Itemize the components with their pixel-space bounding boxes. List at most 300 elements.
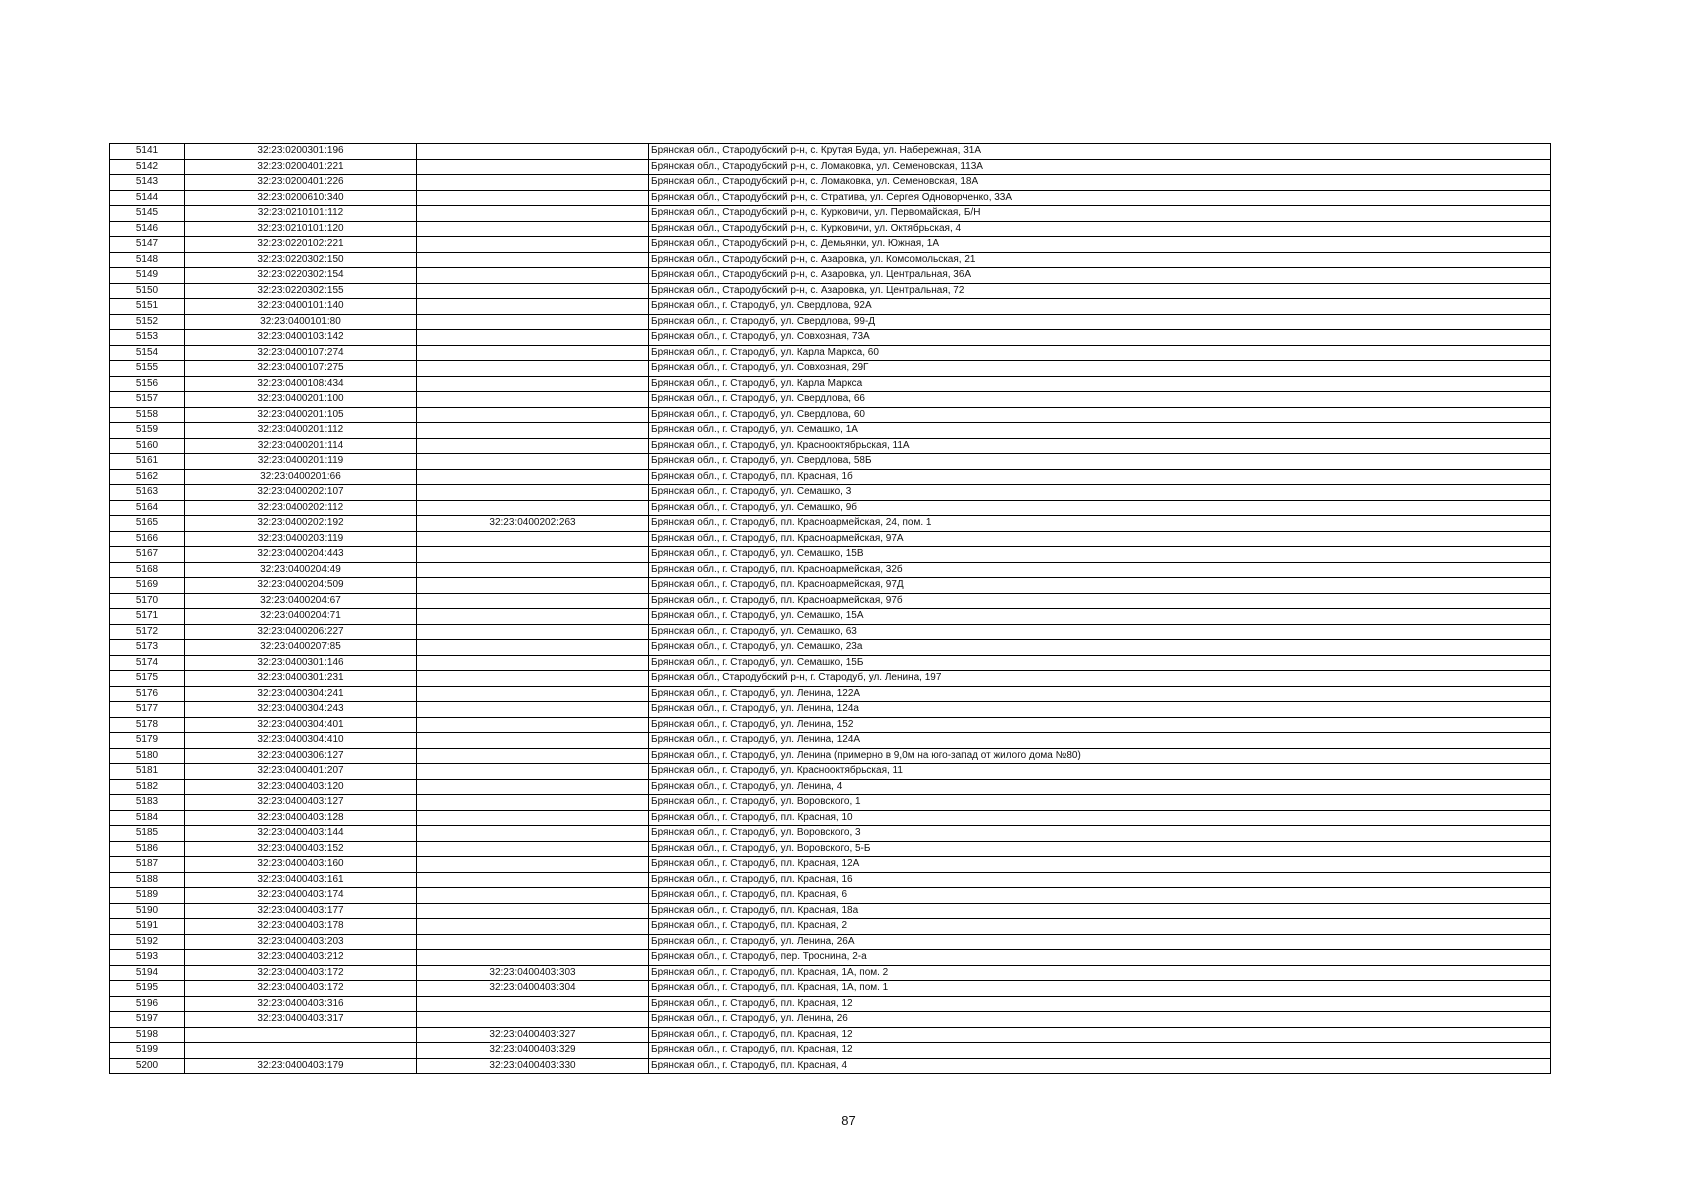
building-number-cell: 32:23:0400403:330 xyxy=(417,1058,649,1074)
row-number-cell: 5184 xyxy=(110,810,185,826)
cadastral-number-cell: 32:23:0400403:174 xyxy=(185,888,417,904)
table-row xyxy=(110,516,1551,532)
building-number-cell xyxy=(417,593,649,609)
building-number-cell xyxy=(417,655,649,671)
building-number-cell xyxy=(417,640,649,656)
table-row xyxy=(110,857,1551,873)
row-number-cell: 5182 xyxy=(110,779,185,795)
table-row xyxy=(110,175,1551,191)
building-number-cell xyxy=(417,764,649,780)
cadastral-number-cell xyxy=(185,1043,417,1059)
row-number-cell: 5195 xyxy=(110,981,185,997)
cadastral-number-cell: 32:23:0200301:196 xyxy=(185,144,417,160)
building-number-cell xyxy=(417,330,649,346)
table-row xyxy=(110,283,1551,299)
address-cell: Брянская обл., Стародубский р-н, с. Ломаковка, ул. Семеновская, 18А xyxy=(649,175,1551,191)
table-row xyxy=(110,1027,1551,1043)
table-row xyxy=(110,562,1551,578)
address-cell: Брянская обл., г. Стародуб, ул. Семашко, 1А xyxy=(649,423,1551,439)
address-cell: Брянская обл., Стародубский р-н, г. Стародуб, ул. Ленина, 197 xyxy=(649,671,1551,687)
table-row xyxy=(110,609,1551,625)
cadastral-number-cell: 32:23:0400204:49 xyxy=(185,562,417,578)
address-cell: Брянская обл., г. Стародуб, пл. Красноармейская, 97б xyxy=(649,593,1551,609)
table-row xyxy=(110,1058,1551,1074)
building-number-cell xyxy=(417,361,649,377)
address-cell: Брянская обл., Стародубский р-н, с. Ломаковка, ул. Семеновская, 113А xyxy=(649,159,1551,175)
building-number-cell: 32:23:0400403:327 xyxy=(417,1027,649,1043)
row-number-cell: 5191 xyxy=(110,919,185,935)
address-cell: Брянская обл., г. Стародуб, ул. Совхозная, 29Г xyxy=(649,361,1551,377)
table-row xyxy=(110,965,1551,981)
table-row xyxy=(110,640,1551,656)
cadastral-number-cell: 32:23:0400202:192 xyxy=(185,516,417,532)
row-number-cell: 5170 xyxy=(110,593,185,609)
table-row xyxy=(110,795,1551,811)
row-number-cell: 5200 xyxy=(110,1058,185,1074)
row-number-cell: 5183 xyxy=(110,795,185,811)
address-cell: Брянская обл., Стародубский р-н, с. Стратива, ул. Сергея Одноворченко, 33А xyxy=(649,190,1551,206)
building-number-cell xyxy=(417,841,649,857)
building-number-cell xyxy=(417,702,649,718)
cadastral-number-cell: 32:23:0400301:146 xyxy=(185,655,417,671)
cadastral-number-cell: 32:23:0400403:179 xyxy=(185,1058,417,1074)
address-cell: Брянская обл., Стародубский р-н, с. Курковичи, ул. Октябрьская, 4 xyxy=(649,221,1551,237)
row-number-cell: 5166 xyxy=(110,531,185,547)
table-row xyxy=(110,919,1551,935)
table-row xyxy=(110,578,1551,594)
row-number-cell: 5153 xyxy=(110,330,185,346)
row-number-cell: 5161 xyxy=(110,454,185,470)
table-row xyxy=(110,996,1551,1012)
building-number-cell xyxy=(417,252,649,268)
table-row xyxy=(110,314,1551,330)
row-number-cell: 5151 xyxy=(110,299,185,315)
table-row xyxy=(110,733,1551,749)
table-row xyxy=(110,655,1551,671)
address-cell: Брянская обл., г. Стародуб, ул. Воровского, 5-Б xyxy=(649,841,1551,857)
address-cell: Брянская обл., г. Стародуб, пл. Красная, 1А, пом. 1 xyxy=(649,981,1551,997)
row-number-cell: 5180 xyxy=(110,748,185,764)
cadastral-number-cell: 32:23:0400403:203 xyxy=(185,934,417,950)
address-cell: Брянская обл., г. Стародуб, пл. Красноармейская, 97А xyxy=(649,531,1551,547)
address-cell: Брянская обл., г. Стародуб, ул. Семашко, 3 xyxy=(649,485,1551,501)
address-cell: Брянская обл., г. Стародуб, ул. Ленина, 26А xyxy=(649,934,1551,950)
row-number-cell: 5173 xyxy=(110,640,185,656)
table-row xyxy=(110,392,1551,408)
building-number-cell: 32:23:0400403:303 xyxy=(417,965,649,981)
row-number-cell: 5178 xyxy=(110,717,185,733)
table-row xyxy=(110,593,1551,609)
building-number-cell xyxy=(417,376,649,392)
address-cell: Брянская обл., г. Стародуб, ул. Семашко, 15Б xyxy=(649,655,1551,671)
cadastral-number-cell: 32:23:0400201:114 xyxy=(185,438,417,454)
cadastral-number-cell: 32:23:0400403:144 xyxy=(185,826,417,842)
row-number-cell: 5199 xyxy=(110,1043,185,1059)
cadastral-number-cell: 32:23:0210101:120 xyxy=(185,221,417,237)
row-number-cell: 5142 xyxy=(110,159,185,175)
row-number-cell: 5179 xyxy=(110,733,185,749)
cadastral-number-cell: 32:23:0220102:221 xyxy=(185,237,417,253)
cadastral-number-cell: 32:23:0200401:226 xyxy=(185,175,417,191)
table-row xyxy=(110,252,1551,268)
building-number-cell xyxy=(417,144,649,160)
cadastral-number-cell: 32:23:0400304:410 xyxy=(185,733,417,749)
address-cell: Брянская обл., г. Стародуб, ул. Семашко, 23а xyxy=(649,640,1551,656)
cadastral-number-cell: 32:23:0400201:112 xyxy=(185,423,417,439)
address-cell: Брянская обл., г. Стародуб, пл. Красная, 1А, пом. 2 xyxy=(649,965,1551,981)
cadastral-number-cell xyxy=(185,1027,417,1043)
building-number-cell xyxy=(417,578,649,594)
table-row xyxy=(110,841,1551,857)
row-number-cell: 5158 xyxy=(110,407,185,423)
row-number-cell: 5185 xyxy=(110,826,185,842)
row-number-cell: 5189 xyxy=(110,888,185,904)
row-number-cell: 5171 xyxy=(110,609,185,625)
table-row xyxy=(110,345,1551,361)
building-number-cell xyxy=(417,748,649,764)
address-cell: Брянская обл., г. Стародуб, пл. Красная, 16 xyxy=(649,872,1551,888)
cadastral-number-cell: 32:23:0400107:274 xyxy=(185,345,417,361)
table-row xyxy=(110,330,1551,346)
table-row xyxy=(110,1012,1551,1028)
row-number-cell: 5141 xyxy=(110,144,185,160)
row-number-cell: 5165 xyxy=(110,516,185,532)
cadastral-number-cell: 32:23:0400403:177 xyxy=(185,903,417,919)
row-number-cell: 5149 xyxy=(110,268,185,284)
address-cell: Брянская обл., г. Стародуб, ул. Воровского, 3 xyxy=(649,826,1551,842)
table-row xyxy=(110,764,1551,780)
building-number-cell xyxy=(417,810,649,826)
property-table xyxy=(109,143,1551,1074)
address-cell: Брянская обл., г. Стародуб, пл. Красноармейская, 32б xyxy=(649,562,1551,578)
address-cell: Брянская обл., г. Стародуб, ул. Свердлова, 58Б xyxy=(649,454,1551,470)
cadastral-number-cell: 32:23:0400101:140 xyxy=(185,299,417,315)
building-number-cell xyxy=(417,438,649,454)
building-number-cell xyxy=(417,237,649,253)
row-number-cell: 5197 xyxy=(110,1012,185,1028)
building-number-cell xyxy=(417,888,649,904)
table-row xyxy=(110,237,1551,253)
table-row xyxy=(110,485,1551,501)
table-row xyxy=(110,221,1551,237)
address-cell: Брянская обл., г. Стародуб, пл. Красная, 18а xyxy=(649,903,1551,919)
building-number-cell xyxy=(417,547,649,563)
cadastral-number-cell: 32:23:0200610:340 xyxy=(185,190,417,206)
address-cell: Брянская обл., Стародубский р-н, с. Азаровка, ул. Центральная, 36А xyxy=(649,268,1551,284)
row-number-cell: 5188 xyxy=(110,872,185,888)
building-number-cell xyxy=(417,934,649,950)
address-cell: Брянская обл., г. Стародуб, ул. Свердлова, 60 xyxy=(649,407,1551,423)
row-number-cell: 5146 xyxy=(110,221,185,237)
cadastral-number-cell: 32:23:0400206:227 xyxy=(185,624,417,640)
row-number-cell: 5194 xyxy=(110,965,185,981)
building-number-cell xyxy=(417,950,649,966)
cadastral-number-cell: 32:23:0400203:119 xyxy=(185,531,417,547)
row-number-cell: 5148 xyxy=(110,252,185,268)
row-number-cell: 5174 xyxy=(110,655,185,671)
row-number-cell: 5144 xyxy=(110,190,185,206)
table-row xyxy=(110,423,1551,439)
table-row xyxy=(110,950,1551,966)
building-number-cell xyxy=(417,469,649,485)
address-cell: Брянская обл., г. Стародуб, пл. Красная, 12 xyxy=(649,1027,1551,1043)
cadastral-number-cell: 32:23:0400301:231 xyxy=(185,671,417,687)
table-row xyxy=(110,624,1551,640)
row-number-cell: 5147 xyxy=(110,237,185,253)
cadastral-number-cell: 32:23:0400202:112 xyxy=(185,500,417,516)
cadastral-number-cell: 32:23:0210101:112 xyxy=(185,206,417,222)
address-cell: Брянская обл., г. Стародуб, ул. Ленина (примерно в 9,0м на юго-запад от жилого дома №80) xyxy=(649,748,1551,764)
cadastral-number-cell: 32:23:0400403:160 xyxy=(185,857,417,873)
row-number-cell: 5175 xyxy=(110,671,185,687)
property-table-body xyxy=(110,144,1551,1074)
address-cell: Брянская обл., г. Стародуб, ул. Ленина, 122А xyxy=(649,686,1551,702)
address-cell: Брянская обл., г. Стародуб, ул. Воровского, 1 xyxy=(649,795,1551,811)
row-number-cell: 5186 xyxy=(110,841,185,857)
address-cell: Брянская обл., г. Стародуб, ул. Совхозная, 73А xyxy=(649,330,1551,346)
address-cell: Брянская обл., г. Стародуб, пл. Красная, 12 xyxy=(649,996,1551,1012)
address-cell: Брянская обл., г. Стародуб, ул. Ленина, 124А xyxy=(649,733,1551,749)
table-row xyxy=(110,779,1551,795)
building-number-cell xyxy=(417,686,649,702)
address-cell: Брянская обл., г. Стародуб, ул. Свердлова, 66 xyxy=(649,392,1551,408)
row-number-cell: 5190 xyxy=(110,903,185,919)
address-cell: Брянская обл., г. Стародуб, пл. Красная, 1б xyxy=(649,469,1551,485)
row-number-cell: 5177 xyxy=(110,702,185,718)
cadastral-number-cell: 32:23:0400403:317 xyxy=(185,1012,417,1028)
building-number-cell xyxy=(417,345,649,361)
table-row xyxy=(110,748,1551,764)
building-number-cell: 32:23:0400403:329 xyxy=(417,1043,649,1059)
building-number-cell xyxy=(417,500,649,516)
cadastral-number-cell: 32:23:0400204:67 xyxy=(185,593,417,609)
address-cell: Брянская обл., Стародубский р-н, с. Крутая Буда, ул. Набережная, 31А xyxy=(649,144,1551,160)
cadastral-number-cell: 32:23:0220302:155 xyxy=(185,283,417,299)
building-number-cell xyxy=(417,531,649,547)
address-cell: Брянская обл., г. Стародуб, ул. Ленина, 26 xyxy=(649,1012,1551,1028)
table-row xyxy=(110,810,1551,826)
row-number-cell: 5157 xyxy=(110,392,185,408)
address-cell: Брянская обл., Стародубский р-н, с. Курковичи, ул. Первомайская, Б/Н xyxy=(649,206,1551,222)
table-row xyxy=(110,206,1551,222)
cadastral-number-cell: 32:23:0400403:172 xyxy=(185,981,417,997)
building-number-cell xyxy=(417,314,649,330)
table-row xyxy=(110,547,1551,563)
row-number-cell: 5145 xyxy=(110,206,185,222)
building-number-cell xyxy=(417,624,649,640)
address-cell: Брянская обл., г. Стародуб, ул. Карла Маркса xyxy=(649,376,1551,392)
row-number-cell: 5152 xyxy=(110,314,185,330)
cadastral-number-cell: 32:23:0220302:154 xyxy=(185,268,417,284)
address-cell: Брянская обл., Стародубский р-н, с. Демьянки, ул. Южная, 1А xyxy=(649,237,1551,253)
cadastral-number-cell: 32:23:0400204:509 xyxy=(185,578,417,594)
address-cell: Брянская обл., г. Стародуб, пл. Красная, 2 xyxy=(649,919,1551,935)
table-row xyxy=(110,361,1551,377)
building-number-cell xyxy=(417,190,649,206)
table-row xyxy=(110,469,1551,485)
cadastral-number-cell: 32:23:0400403:178 xyxy=(185,919,417,935)
cadastral-number-cell: 32:23:0400403:172 xyxy=(185,965,417,981)
address-cell: Брянская обл., г. Стародуб, ул. Ленина, 4 xyxy=(649,779,1551,795)
address-cell: Брянская обл., г. Стародуб, пл. Красноармейская, 24, пом. 1 xyxy=(649,516,1551,532)
building-number-cell xyxy=(417,221,649,237)
address-cell: Брянская обл., г. Стародуб, пл. Красноармейская, 97Д xyxy=(649,578,1551,594)
address-cell: Брянская обл., г. Стародуб, ул. Ленина, 152 xyxy=(649,717,1551,733)
building-number-cell xyxy=(417,206,649,222)
cadastral-number-cell: 32:23:0400403:212 xyxy=(185,950,417,966)
cadastral-number-cell: 32:23:0400202:107 xyxy=(185,485,417,501)
cadastral-number-cell: 32:23:0400201:100 xyxy=(185,392,417,408)
building-number-cell xyxy=(417,407,649,423)
building-number-cell xyxy=(417,671,649,687)
row-number-cell: 5192 xyxy=(110,934,185,950)
address-cell: Брянская обл., г. Стародуб, ул. Семашко, 15А xyxy=(649,609,1551,625)
table-row xyxy=(110,981,1551,997)
table-row xyxy=(110,826,1551,842)
cadastral-number-cell: 32:23:0200401:221 xyxy=(185,159,417,175)
building-number-cell xyxy=(417,717,649,733)
row-number-cell: 5168 xyxy=(110,562,185,578)
building-number-cell: 32:23:0400403:304 xyxy=(417,981,649,997)
table-row xyxy=(110,717,1551,733)
building-number-cell xyxy=(417,299,649,315)
table-row xyxy=(110,686,1551,702)
table-row xyxy=(110,376,1551,392)
building-number-cell xyxy=(417,283,649,299)
table-row xyxy=(110,159,1551,175)
table-row xyxy=(110,888,1551,904)
row-number-cell: 5150 xyxy=(110,283,185,299)
row-number-cell: 5196 xyxy=(110,996,185,1012)
cadastral-number-cell: 32:23:0400403:316 xyxy=(185,996,417,1012)
table-row xyxy=(110,454,1551,470)
table-row xyxy=(110,934,1551,950)
address-cell: Брянская обл., г. Стародуб, ул. Семашко, 15В xyxy=(649,547,1551,563)
building-number-cell xyxy=(417,857,649,873)
cadastral-number-cell: 32:23:0400207:85 xyxy=(185,640,417,656)
table-row xyxy=(110,872,1551,888)
cadastral-number-cell: 32:23:0400108:434 xyxy=(185,376,417,392)
row-number-cell: 5143 xyxy=(110,175,185,191)
cadastral-number-cell: 32:23:0400403:152 xyxy=(185,841,417,857)
cadastral-number-cell: 32:23:0400304:241 xyxy=(185,686,417,702)
row-number-cell: 5154 xyxy=(110,345,185,361)
cadastral-number-cell: 32:23:0400101:80 xyxy=(185,314,417,330)
building-number-cell xyxy=(417,872,649,888)
table-row xyxy=(110,702,1551,718)
table-row xyxy=(110,903,1551,919)
row-number-cell: 5162 xyxy=(110,469,185,485)
table-row xyxy=(110,500,1551,516)
address-cell: Брянская обл., г. Стародуб, ул. Карла Маркса, 60 xyxy=(649,345,1551,361)
cadastral-number-cell: 32:23:0400403:128 xyxy=(185,810,417,826)
row-number-cell: 5193 xyxy=(110,950,185,966)
address-cell: Брянская обл., г. Стародуб, пл. Красная, 12 xyxy=(649,1043,1551,1059)
table-row xyxy=(110,299,1551,315)
building-number-cell xyxy=(417,485,649,501)
building-number-cell xyxy=(417,903,649,919)
building-number-cell xyxy=(417,609,649,625)
cadastral-number-cell: 32:23:0400306:127 xyxy=(185,748,417,764)
address-cell: Брянская обл., г. Стародуб, пл. Красная, 10 xyxy=(649,810,1551,826)
table-row xyxy=(110,144,1551,160)
cadastral-number-cell: 32:23:0400403:161 xyxy=(185,872,417,888)
table-row xyxy=(110,1043,1551,1059)
table-row xyxy=(110,531,1551,547)
address-cell: Брянская обл., Стародубский р-н, с. Азаровка, ул. Комсомольская, 21 xyxy=(649,252,1551,268)
row-number-cell: 5164 xyxy=(110,500,185,516)
row-number-cell: 5187 xyxy=(110,857,185,873)
row-number-cell: 5198 xyxy=(110,1027,185,1043)
address-cell: Брянская обл., г. Стародуб, ул. Краснооктябрьская, 11 xyxy=(649,764,1551,780)
address-cell: Брянская обл., г. Стародуб, ул. Семашко, 9б xyxy=(649,500,1551,516)
row-number-cell: 5167 xyxy=(110,547,185,563)
cadastral-number-cell: 32:23:0400201:66 xyxy=(185,469,417,485)
cadastral-number-cell: 32:23:0400403:120 xyxy=(185,779,417,795)
address-cell: Брянская обл., г. Стародуб, ул. Краснооктябрьская, 11А xyxy=(649,438,1551,454)
cadastral-number-cell: 32:23:0400103:142 xyxy=(185,330,417,346)
cadastral-number-cell: 32:23:0400201:119 xyxy=(185,454,417,470)
page-number: 87 xyxy=(841,1113,856,1128)
table-row xyxy=(110,407,1551,423)
cadastral-number-cell: 32:23:0400107:275 xyxy=(185,361,417,377)
address-cell: Брянская обл., г. Стародуб, ул. Семашко, 63 xyxy=(649,624,1551,640)
cadastral-number-cell: 32:23:0400304:243 xyxy=(185,702,417,718)
table-row xyxy=(110,438,1551,454)
row-number-cell: 5181 xyxy=(110,764,185,780)
cadastral-number-cell: 32:23:0400204:443 xyxy=(185,547,417,563)
building-number-cell xyxy=(417,779,649,795)
address-cell: Брянская обл., г. Стародуб, ул. Свердлова, 99-Д xyxy=(649,314,1551,330)
row-number-cell: 5163 xyxy=(110,485,185,501)
building-number-cell xyxy=(417,1012,649,1028)
cadastral-number-cell: 32:23:0400204:71 xyxy=(185,609,417,625)
address-cell: Брянская обл., г. Стародуб, пер. Троснина, 2-а xyxy=(649,950,1551,966)
building-number-cell xyxy=(417,175,649,191)
table-row xyxy=(110,671,1551,687)
cadastral-number-cell: 32:23:0400401:207 xyxy=(185,764,417,780)
cadastral-number-cell: 32:23:0220302:150 xyxy=(185,252,417,268)
building-number-cell xyxy=(417,562,649,578)
building-number-cell xyxy=(417,795,649,811)
building-number-cell: 32:23:0400202:263 xyxy=(417,516,649,532)
row-number-cell: 5169 xyxy=(110,578,185,594)
address-cell: Брянская обл., г. Стародуб, пл. Красная, 6 xyxy=(649,888,1551,904)
row-number-cell: 5156 xyxy=(110,376,185,392)
row-number-cell: 5172 xyxy=(110,624,185,640)
address-cell: Брянская обл., г. Стародуб, ул. Ленина, 124а xyxy=(649,702,1551,718)
row-number-cell: 5155 xyxy=(110,361,185,377)
table-row xyxy=(110,268,1551,284)
cadastral-number-cell: 32:23:0400201:105 xyxy=(185,407,417,423)
cadastral-number-cell: 32:23:0400304:401 xyxy=(185,717,417,733)
building-number-cell xyxy=(417,159,649,175)
building-number-cell xyxy=(417,733,649,749)
cadastral-number-cell: 32:23:0400403:127 xyxy=(185,795,417,811)
row-number-cell: 5159 xyxy=(110,423,185,439)
building-number-cell xyxy=(417,268,649,284)
address-cell: Брянская обл., г. Стародуб, пл. Красная, 12А xyxy=(649,857,1551,873)
address-cell: Брянская обл., Стародубский р-н, с. Азаровка, ул. Центральная, 72 xyxy=(649,283,1551,299)
building-number-cell xyxy=(417,826,649,842)
building-number-cell xyxy=(417,919,649,935)
address-cell: Брянская обл., г. Стародуб, ул. Свердлова, 92А xyxy=(649,299,1551,315)
table-row xyxy=(110,190,1551,206)
row-number-cell: 5176 xyxy=(110,686,185,702)
building-number-cell xyxy=(417,996,649,1012)
building-number-cell xyxy=(417,392,649,408)
row-number-cell: 5160 xyxy=(110,438,185,454)
